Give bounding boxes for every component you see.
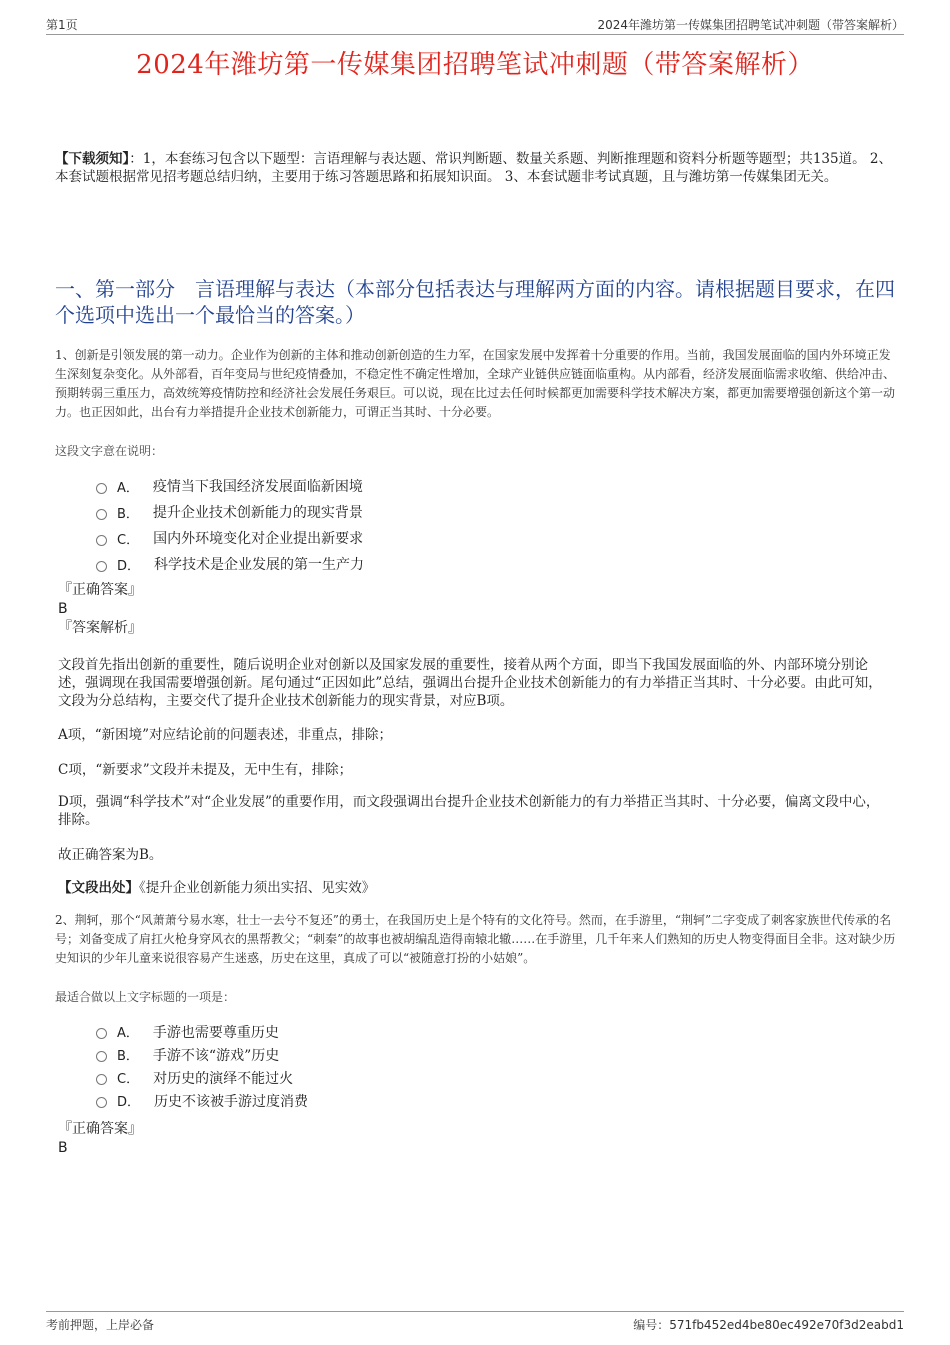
- source-text: 《提升企业创新能力须出实招、见实效》: [139, 880, 376, 896]
- radio-icon[interactable]: [96, 483, 107, 494]
- option-letter: C．: [117, 532, 140, 548]
- option-c[interactable]: [96, 525, 364, 551]
- notice-text: ：1，本套练习包含以下题型：言语理解与表达题、常识判断题、数量关系题、判断推理题和资料分析题等题型；共135道。 2、本套试题根据常见招考题总结归纳，主要用于练习答题思路和拓展知识面。 3、本套试题非考试真题，且与潍坊第一传媒集团无关。: [55, 151, 892, 185]
- option-letter: D．: [117, 1095, 141, 1110]
- question-1-answer-block: [58, 581, 142, 638]
- option-text: 手游不该“游戏”历史: [152, 1047, 280, 1064]
- source-line: [58, 879, 892, 897]
- document-title: 2024年潍坊第一传媒集团招聘笔试冲刺题（带答案解析）: [136, 50, 814, 80]
- radio-icon[interactable]: [96, 1051, 107, 1062]
- question-2-prompt: 最适合做以上文字标题的一项是：: [55, 990, 236, 1004]
- page-number: 第1页: [46, 18, 78, 32]
- analysis-paragraph-1: 文段首先指出创新的重要性，随后说明企业对创新以及国家发展的重要性，接着从两个方面，即当下我国发展面临的外、内部环境分别论述，强调现在我国需要增强创新。尾句通过“正因如此”总结，强调出台提升企业技术创新能力的有力举措正当其时、十分必要。由此可知，文段为分总结构，主要交代了提升企业技术创新能力的现实背景，对应B项。: [58, 657, 882, 709]
- notice-label: 【下载须知】: [55, 151, 130, 167]
- analysis-paragraph-2: A项，“新困境”对应结论前的问题表述，非重点，排除；: [58, 727, 393, 743]
- option-c[interactable]: [96, 1066, 308, 1089]
- radio-icon[interactable]: [96, 535, 107, 546]
- document-id: 编号：571fb452ed4be80ec492e70f3d2eabd1: [633, 1318, 904, 1332]
- option-text: 对历史的演绎不能过火: [153, 1070, 294, 1087]
- option-letter: A．: [117, 1026, 139, 1041]
- option-text: 提升企业技术创新能力的现实背景: [152, 505, 363, 521]
- option-a[interactable]: [96, 1020, 308, 1043]
- analysis-label: 『答案解析』: [58, 620, 142, 636]
- answer-value: B: [58, 601, 68, 617]
- option-letter: B．: [117, 506, 139, 522]
- option-a[interactable]: [96, 473, 364, 499]
- radio-icon[interactable]: [96, 1074, 107, 1085]
- option-letter: A．: [117, 480, 139, 496]
- question-1-options: [96, 473, 364, 577]
- radio-icon[interactable]: [96, 561, 107, 572]
- footer-slogan: 考前押题，上岸必备: [46, 1318, 155, 1332]
- option-text: 手游也需要尊重历史: [152, 1024, 279, 1041]
- option-text: 疫情当下我国经济发展面临新困境: [152, 479, 363, 495]
- question-2-options: [96, 1020, 308, 1112]
- page-footer: [46, 1311, 904, 1334]
- option-text: 历史不该被手游过度消费: [154, 1093, 309, 1110]
- option-d[interactable]: [96, 551, 364, 577]
- question-1-prompt: 这段文字意在说明：: [55, 444, 164, 458]
- option-text: 国内外环境变化对企业提出新要求: [153, 531, 364, 547]
- question-2-text: 2、荆轲，那个“风萧萧兮易水寒，壮士一去兮不复还”的勇士，在我国历史上是个特有的文化符号。然而，在手游里，“荆轲”二字变成了刺客家族世代传承的名号；刘备变成了肩扛火枪身穿风衣的黑帮教父；“刺秦”的故事也被胡编乱造得南辕北辙……在手游里，几千年来人们熟知的历史人物变得面目全非。这对缺少历史知识的少年儿童来说很容易产生迷惑，历史在这里，真成了可以“被随意打扮的小姑娘”。: [55, 913, 896, 965]
- question-1-text: 1、创新是引领发展的第一动力。企业作为创新的主体和推动创新创造的生力军，在国家发展中发挥着十分重要的作用。当前，我国发展面临的国内外环境正发生深刻复杂变化。从外部看，百年变局与世纪疫情叠加，不稳定性不确定性增加，全球产业链供应链面临重构。从内部看，经济发展面临需求收缩、供给冲击、预期转弱三重压力，高效统筹疫情防控和经济社会发展任务艰巨。可以说，现在比过去任何时候都更加需要科学技术解决方案，都更加需要增强创新这个第一动力。也正因如此，出台有力举措提升企业技术创新能力，可谓正当其时、十分必要。: [55, 348, 896, 419]
- radio-icon[interactable]: [96, 509, 107, 520]
- section-heading: 一、第一部分 言语理解与表达（本部分包括表达与理解两方面的内容。请根据题目要求，在四个选项中选出一个最恰当的答案。）: [55, 277, 895, 327]
- radio-icon[interactable]: [96, 1097, 107, 1108]
- analysis-paragraph-3: C项，“新要求”文段并未提及，无中生有，排除；: [58, 762, 353, 778]
- running-header: [46, 14, 904, 35]
- option-letter: D．: [117, 558, 141, 574]
- option-letter: B．: [117, 1049, 139, 1064]
- radio-icon[interactable]: [96, 1028, 107, 1039]
- source-label: 【文段出处】: [58, 880, 139, 896]
- answer-value: B: [58, 1140, 68, 1156]
- download-notice: [55, 150, 900, 186]
- option-b[interactable]: [96, 499, 364, 525]
- answer-label: 『正确答案』: [58, 1121, 142, 1137]
- option-letter: C．: [117, 1072, 140, 1087]
- question-2-answer-block: [58, 1120, 142, 1158]
- option-d[interactable]: [96, 1089, 308, 1112]
- answer-label: 『正确答案』: [58, 582, 142, 598]
- option-b[interactable]: [96, 1043, 308, 1066]
- analysis-paragraph-5: 故正确答案为B。: [58, 847, 163, 863]
- option-text: 科学技术是企业发展的第一生产力: [154, 557, 365, 573]
- running-title: 2024年潍坊第一传媒集团招聘笔试冲刺题（带答案解析）: [597, 18, 904, 32]
- analysis-paragraph-4: D项，强调“科学技术”对“企业发展”的重要作用，而文段强调出台提升企业技术创新能力的有力举措正当其时、十分必要，偏离文段中心，排除。: [58, 794, 880, 828]
